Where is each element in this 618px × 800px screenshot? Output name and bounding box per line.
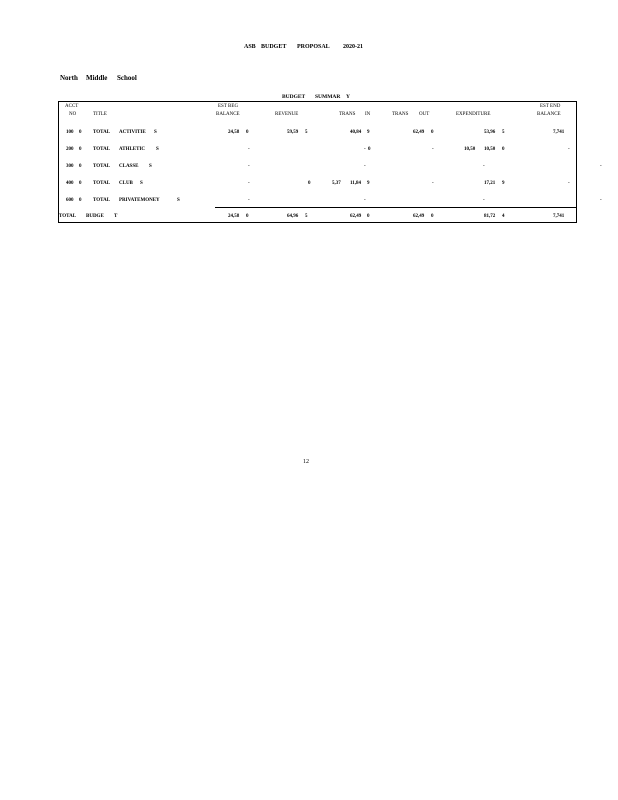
total-rev-suffix: 5	[305, 214, 308, 219]
row2-trans-in-suffix: 0	[368, 147, 371, 152]
total-end-balance: 7,741	[553, 214, 565, 219]
header-no: NO	[69, 112, 77, 117]
row3-far-right: -	[600, 164, 602, 169]
row2-expenditure-left: 10,50	[464, 147, 476, 152]
row3-trans-in: -	[364, 164, 366, 169]
row1-title-suffix: S	[154, 130, 157, 135]
row1-beg: 24,58	[228, 130, 240, 135]
total-beg: 24,58	[228, 214, 240, 219]
header-expenditure: EXPENDITURE	[456, 112, 491, 117]
school-name-word-3: School	[117, 74, 137, 82]
row4-acct-suffix: 0	[79, 181, 82, 186]
summary-heading-word-2: SUMMAR	[315, 94, 341, 100]
row1-expenditure: 53,96	[484, 130, 496, 135]
row2-title: ATHLETIC	[119, 147, 146, 152]
row5-expenditure: -	[483, 198, 485, 203]
total-trans-out: 62,49	[413, 214, 425, 219]
row1-beg-suffix: 0	[246, 130, 249, 135]
row4-title-suffix: S	[140, 181, 143, 186]
row2-beg: -	[248, 147, 250, 152]
row4-trans-in-suffix: 9	[367, 181, 370, 186]
title-budget: BUDGET	[261, 44, 287, 50]
row4-trans-in-left: 5,37	[332, 181, 341, 186]
header-est-end: EST END	[540, 104, 561, 109]
row1-trans-out: 62,49	[413, 130, 425, 135]
row3-beg: -	[248, 164, 250, 169]
row1-end-balance: 7,741	[553, 130, 565, 135]
row4-total: TOTAL	[93, 181, 111, 186]
row1-rev-suffix: 5	[305, 130, 308, 135]
header-trans-in-1: TRANS	[339, 112, 356, 117]
total-beg-suffix: 0	[246, 214, 249, 219]
row4-trans-in: 11,84	[350, 181, 361, 186]
table-bottom-rule	[59, 222, 576, 223]
row1-rev: 59,59	[287, 130, 299, 135]
total-trans-out-suffix: 0	[431, 214, 434, 219]
row1-expenditure-suffix: 5	[502, 130, 505, 135]
header-est-beg: EST BEG	[218, 104, 239, 109]
row4-end-balance: -	[568, 181, 570, 186]
header-revenue: REVENUE	[275, 112, 299, 117]
row1-acct: 100	[66, 130, 74, 135]
row3-title-suffix: S	[149, 164, 152, 169]
row1-acct-suffix: 0	[79, 130, 82, 135]
total-rule	[215, 207, 576, 208]
school-name-word-1: North	[60, 74, 78, 82]
row2-acct-suffix: 0	[79, 147, 82, 152]
row4-acct: 400	[66, 181, 74, 186]
row1-trans-in-suffix: 9	[367, 130, 370, 135]
header-beg-balance: BALANCE	[216, 112, 240, 117]
row4-expenditure: 17,21	[484, 181, 496, 186]
row2-expenditure-suffix: 0	[502, 147, 505, 152]
row3-total: TOTAL	[93, 164, 111, 169]
row1-trans-out-suffix: 0	[431, 130, 434, 135]
total-expenditure: 81,72	[484, 214, 496, 219]
row2-expenditure: 10,50	[484, 147, 496, 152]
header-trans-in-2: IN	[365, 112, 371, 117]
header-acct: ACCT	[65, 104, 79, 109]
school-name-word-2: Middle	[86, 74, 108, 82]
row5-far-right: -	[600, 198, 602, 203]
header-end-balance: BALANCE	[537, 112, 561, 117]
row2-acct: 200	[66, 147, 74, 152]
row5-total: TOTAL	[93, 198, 111, 203]
row5-trans-in: -	[364, 198, 366, 203]
budget-summary-table	[58, 101, 602, 223]
total-trans-in-suffix: 0	[367, 214, 370, 219]
total-label-2: BUDGE	[86, 214, 104, 219]
row4-rev-suffix: 0	[308, 181, 311, 186]
row3-acct-suffix: 0	[79, 164, 82, 169]
row3-acct: 300	[66, 164, 74, 169]
row1-trans-in: 40,84	[350, 130, 362, 135]
row5-title-suffix: S	[177, 198, 180, 203]
total-rev: 64,96	[287, 214, 299, 219]
row2-title-suffix: S	[156, 147, 159, 152]
total-trans-in: 62,49	[350, 214, 362, 219]
row1-title: ACTIVITIE	[119, 130, 146, 135]
total-label-3: T	[114, 214, 118, 219]
row1-total: TOTAL	[93, 130, 111, 135]
row5-beg: -	[248, 198, 250, 203]
header-trans-out-2: OUT	[419, 112, 430, 117]
header-title: TITLE	[93, 112, 107, 117]
row4-beg: -	[248, 181, 250, 186]
row2-total: TOTAL	[93, 147, 111, 152]
row4-trans-out: -	[432, 181, 434, 186]
row5-acct-suffix: 0	[79, 198, 82, 203]
summary-heading-word-1: BUDGET	[282, 94, 306, 100]
row3-title: CLASSE	[119, 164, 139, 169]
row3-expenditure: -	[483, 164, 485, 169]
summary-heading-word-3: Y	[346, 94, 350, 100]
row5-title: PRIVATEMONEY	[119, 198, 160, 203]
page-number: 12	[303, 459, 309, 465]
total-label-1: TOTAL	[59, 214, 77, 219]
title-asb: ASB	[244, 44, 256, 50]
title-year: 2020-21	[343, 44, 363, 50]
row4-expenditure-suffix: 9	[502, 181, 505, 186]
row2-end-balance: -	[568, 147, 570, 152]
row2-trans-out: -	[432, 147, 434, 152]
total-expenditure-suffix: 4	[502, 214, 505, 219]
row4-title: CLUB	[119, 181, 133, 186]
title-proposal: PROPOSAL	[297, 44, 330, 50]
header-trans-out-1: TRANS	[392, 112, 409, 117]
row5-acct: 600	[66, 198, 74, 203]
row2-trans-in: -	[364, 147, 366, 152]
